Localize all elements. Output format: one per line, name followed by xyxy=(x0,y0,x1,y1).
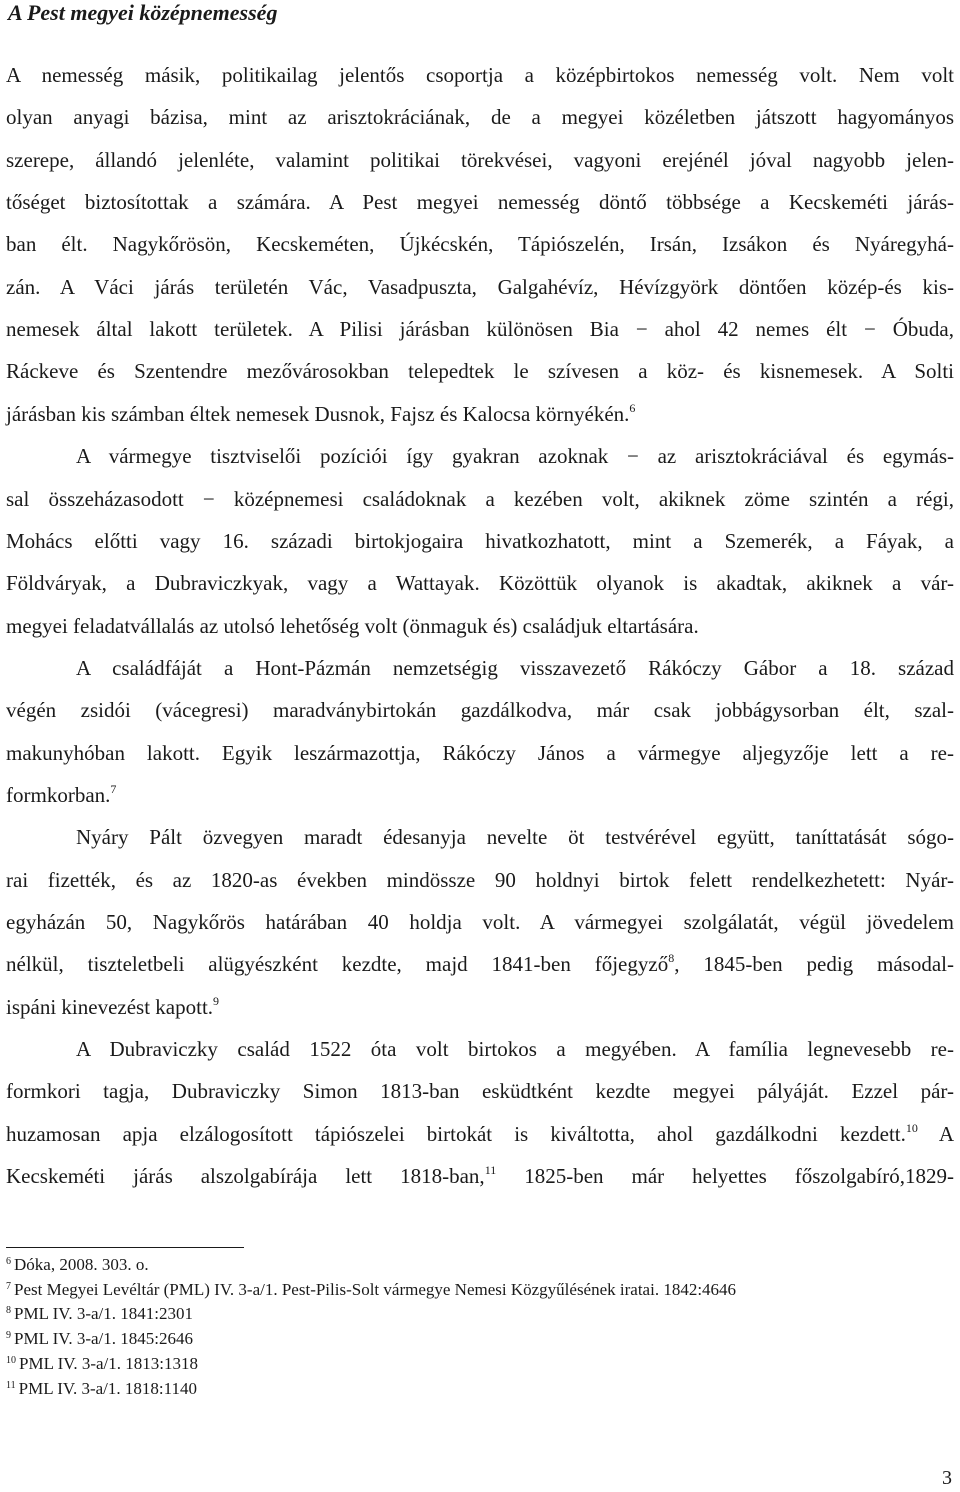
line-text: A nemesség másik, politikailag jelentős csoportja a középbirtokos nemesség volt. Nem volt xyxy=(6,63,954,87)
text-line xyxy=(6,738,954,768)
text-line xyxy=(6,356,954,386)
footnote-number: 7 xyxy=(6,1280,11,1292)
footnote-text: PML IV. 3-a/1. 1841:2301 xyxy=(14,1304,193,1324)
line-text: végén zsidói (vácegresi) maradványbirtokán gazdálkodva, már csak jobbágysorban élt, szal- xyxy=(6,698,954,723)
footnote-ref[interactable]: 9 xyxy=(213,993,220,1008)
footnote-number: 10 xyxy=(6,1354,16,1366)
text-line xyxy=(6,949,954,979)
line-text: egyházán 50, Nagykőrös határában 40 holdja volt. A vármegyei szolgálatát, végül jövedelem xyxy=(6,910,954,934)
text-line xyxy=(76,653,954,683)
text-line xyxy=(6,907,954,937)
line-text: formkorban. xyxy=(6,782,111,807)
text-line xyxy=(6,145,954,175)
footnote-number: 9 xyxy=(6,1330,11,1342)
line-text: Ráckeve és Szentendre mezővárosokban telepedtek le szívesen a köz- és kisnemesek. A Solti xyxy=(6,359,954,384)
text-line xyxy=(76,1034,954,1064)
line-text: nélkül, tiszteletbeli alügyészként kezdte, majd 1841-ben főjegyző xyxy=(6,952,669,977)
line-text-continued: A xyxy=(917,1121,955,1146)
page-number: 3 xyxy=(942,1467,952,1489)
footnote-item xyxy=(6,1354,198,1374)
line-text: huzamosan apja elzálogosított tápiószelei birtokát is kiváltotta, ahol gazdálkodni kezdett. xyxy=(6,1121,906,1146)
text-line xyxy=(6,102,954,132)
footnote-ref[interactable]: 10 xyxy=(905,1120,918,1135)
line-text: nemesek által lakott területek. A Pilisi járásban különösen Bia − ahol 42 nemes élt − Óbuda, xyxy=(6,317,954,342)
footnote-ref[interactable]: 7 xyxy=(110,781,117,796)
text-line xyxy=(6,695,954,725)
line-text: Nyáry Pált özvegyen maradt édesanyja nevelte öt testvérével együtt, taníttatását sógo- xyxy=(76,825,954,850)
line-text: Mohács előtti vagy 16. századi birtokjogaira hivatkozhatott, mint a Szemerék, a Fáyak, a xyxy=(6,528,954,553)
text-line xyxy=(6,1076,954,1106)
line-text: A Dubraviczky család 1522 óta volt birtokos a megyében. A família legnevesebb re- xyxy=(76,1037,954,1062)
line-text-continued: , 1845-ben pedig másodal- xyxy=(674,952,955,977)
text-line xyxy=(76,441,954,471)
line-text: tőséget biztosítottak a számára. A Pest megyei nemesség döntő többsége a Kecskeméti járás- xyxy=(6,190,954,215)
line-text: formkori tagja, Dubraviczky Simon 1813-ban esküdtként kezdte megyei pályáját. Ezzel pár- xyxy=(6,1079,954,1104)
text-line xyxy=(6,780,954,810)
text-line xyxy=(6,314,954,344)
footnote-item xyxy=(6,1255,149,1275)
text-line xyxy=(6,229,954,259)
line-text: megyei feladatvállalás az utolsó lehetőség volt (önmaguk és) családjuk eltartására. xyxy=(6,613,699,638)
line-text: ban élt. Nagykőrösön, Kecskeméten, Újkécskén, Tápiószelén, Irsán, Izsákon és Nyáregyhá- xyxy=(6,232,954,257)
text-line xyxy=(6,399,954,429)
line-text: ispáni kinevezést kapott. xyxy=(6,994,214,1019)
line-text: A családfáját a Hont-Pázmán nemzetségig visszavezető Rákóczy Gábor a 18. század xyxy=(76,655,954,680)
footnote-item xyxy=(6,1329,193,1349)
line-text: zán. A Váci járás területén Vác, Vasadpuszta, Galgahévíz, Hévízgyörk döntően közép-és kis- xyxy=(6,274,954,299)
footnote-separator xyxy=(6,1247,244,1248)
footnote-number: 11 xyxy=(6,1379,16,1391)
footnote-text: PML IV. 3-a/1. 1818:1140 xyxy=(18,1378,197,1398)
text-line xyxy=(6,484,954,514)
footnote-ref[interactable]: 8 xyxy=(668,951,675,966)
text-line xyxy=(6,992,954,1022)
line-text: szerepe, állandó jelenléte, valamint politikai törekvései, vagyoni erejénél jóval nagyobb jelen- xyxy=(6,147,954,172)
footnote-item xyxy=(6,1379,197,1399)
text-line xyxy=(6,526,954,556)
line-text: Kecskeméti járás alszolgabírája lett 1818-ban, xyxy=(6,1164,485,1189)
line-text: Földváryak, a Dubraviczkyak, vagy a Wattayak. Közöttük olyanok is akadtak, akiknek a vár- xyxy=(6,571,954,596)
footnote-number: 8 xyxy=(6,1305,11,1317)
line-text: A vármegye tisztviselői pozíciói így gyakran azoknak − az arisztokráciával és egymás- xyxy=(76,444,954,469)
text-line xyxy=(6,1119,954,1149)
text-line xyxy=(6,865,954,895)
footnote-text: Pest Megyei Levéltár (PML) IV. 3-a/1. Pest-Pilis-Solt vármegye Nemesi Közgyűlésének iratai. 1842:4646 xyxy=(14,1279,737,1299)
line-text: olyan anyagi bázisa, mint az arisztokráciának, de a megyei közéletben játszott hagyományos xyxy=(6,105,954,130)
footnote-ref[interactable]: 6 xyxy=(629,400,636,415)
line-text: sal összeházasodott − középnemesi családoknak a kezében volt, akiknek zöme szintén a régi, xyxy=(6,486,954,511)
footnote-text: PML IV. 3-a/1. 1845:2646 xyxy=(14,1329,193,1349)
text-line xyxy=(76,822,954,852)
line-text: járásban kis számban éltek nemesek Dusnok, Fajsz és Kalocsa környékén. xyxy=(6,401,630,426)
footnote-item xyxy=(6,1304,193,1324)
footnote-ref[interactable]: 11 xyxy=(484,1163,497,1178)
footnote-text: PML IV. 3-a/1. 1813:1318 xyxy=(19,1353,198,1373)
footnote-text: Dóka, 2008. 303. o. xyxy=(14,1255,149,1274)
line-text: rai fizették, és az 1820-as években mindössze 90 holdnyi birtok felett rendelkezhetett: Nyár- xyxy=(6,867,954,892)
footnote-item xyxy=(6,1280,736,1300)
text-line xyxy=(6,60,954,90)
text-line xyxy=(6,611,954,641)
text-line xyxy=(6,272,954,302)
text-line xyxy=(6,568,954,598)
line-text-continued: 1825-ben már helyettes főszolgabíró,1829- xyxy=(496,1164,954,1189)
footnote-number: 6 xyxy=(6,1256,11,1267)
text-line xyxy=(6,1161,954,1191)
section-heading: A Pest megyei középnemesség xyxy=(8,0,278,25)
text-line xyxy=(6,187,954,217)
line-text: makunyhóban lakott. Egyik leszármazottja, Rákóczy János a vármegye aljegyzője lett a re- xyxy=(6,740,954,765)
